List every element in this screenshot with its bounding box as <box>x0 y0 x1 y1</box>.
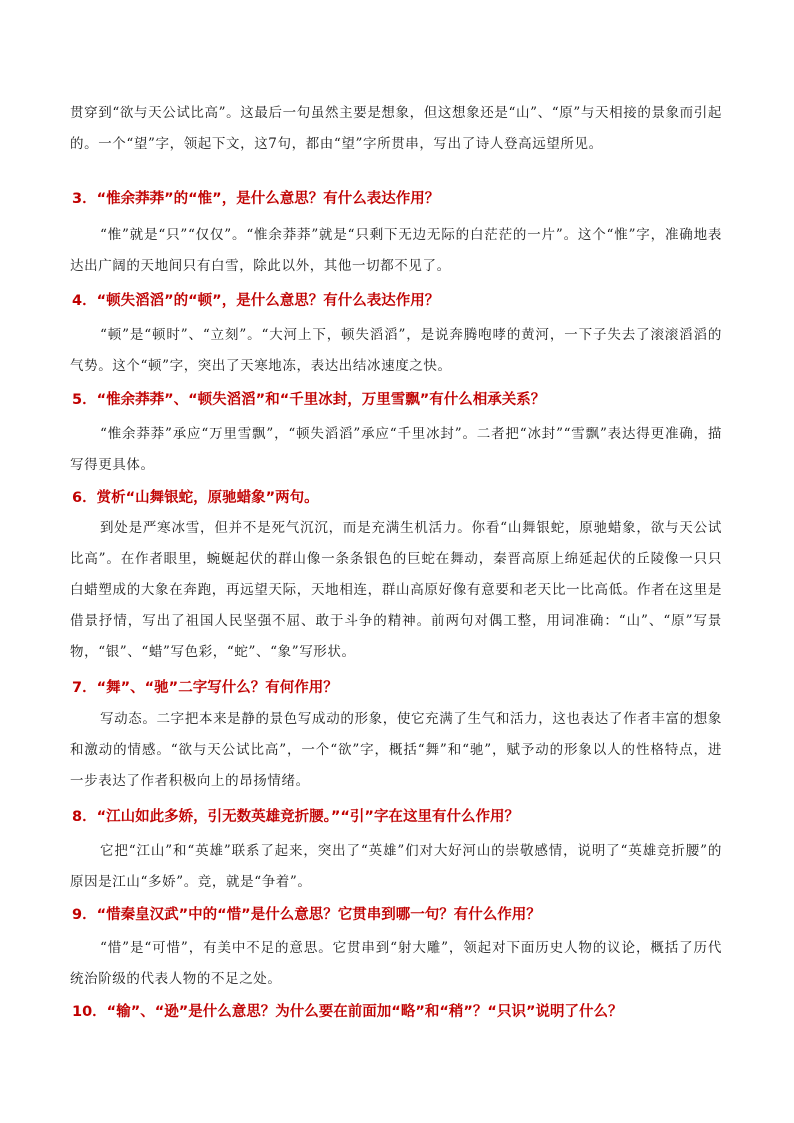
question-7: 7．“舞”、“驰”二字写什么？有何作用？ <box>72 680 338 696</box>
question-5: 5．“惟余莽莽”、“顿失滔滔”和“千里冰封，万里雪飘”有什么相承关系？ <box>72 392 546 408</box>
question-6: 6．赏析“山舞银蛇，原驰蜡象”两句。 <box>72 490 319 506</box>
answer-9: “惜”是“可惜”，有美中不足的意思。它贯串到“射大雕”，领起对下面历史人物的议论，概括了历代统治阶级的代表人物的不足之处。 <box>70 940 722 987</box>
question-10: 10．“输”、“逊”是什么意思？为什么要在前面加“略”和“稍”？“只识”说明了什么？ <box>72 1004 623 1020</box>
question-9: 9．“惜秦皇汉武”中的“惜”是什么意思？它贯串到哪一句？有什么作用？ <box>72 907 541 923</box>
paragraph-continuation: 贯穿到“欲与天公试比高”。这最后一句虽然主要是想象，但这想象还是“山”、“原”与天相接的景象而引起的。一个“望”字，领起下文，这7句，都由“望”字所贯串，写出了诗人登高远望所见。 <box>70 105 722 152</box>
answer-3: “惟”就是“只”“仅仅”。“惟余莽莽”就是“只剩下无边无际的白茫茫的一片”。这个“惟”字，准确地表达出广阔的天地间只有白雪，除此以外，其他一切都不见了。 <box>70 227 722 274</box>
answer-6: 到处是严寒冰雪，但并不是死气沉沉，而是充满生机活力。你看“山舞银蛇，原驰蜡象，欲与天公试比高”。在作者眼里，蜿蜒起伏的群山像一条条银色的巨蛇在舞动，秦晋高原上绵延起伏的丘陵像一只只白蜡塑成的大象在奔跑，再远望天际，天地相连，群山高原好像有意要和老天比一比高低。作者在这里是借景抒情，写出了祖国人民坚强不屈、敢于斗争的精神。前两句对偶工整，用词准确：“山”、“原”写景物，“银”、“蜡”写色彩，“蛇”、“象”写形状。 <box>70 520 722 660</box>
question-8: 8．“江山如此多娇，引无数英雄竞折腰。”“引”字在这里有什么作用？ <box>72 809 519 825</box>
answer-7: 写动态。二字把本来是静的景色写成动的形象，使它充满了生气和活力，这也表达了作者丰富的想象和激动的情感。“欲与天公试比高”，一个“欲”字，概括“舞”和“驰”，赋予动的形象以人的性格特点，进一步表达了作者积极向上的昂扬情绪。 <box>70 711 722 789</box>
question-3: 3．“惟余莽莽”的“惟”，是什么意思？有什么表达作用？ <box>72 191 440 207</box>
answer-5: “惟余莽莽”承应“万里雪飘”，“顿失滔滔”承应“千里冰封”。二者把“冰封”“雪飘”表达得更准确，描写得更具体。 <box>70 426 722 473</box>
answer-4: “顿”是“顿时”、“立刻”。“大河上下，顿失滔滔”，是说奔腾咆哮的黄河，一下子失去了滚滚滔滔的气势。这个“顿”字，突出了天寒地冻，表达出结冰速度之快。 <box>70 327 722 374</box>
answer-8: 它把“江山”和“英雄”联系了起来，突出了“英雄”们对大好河山的崇敬感情，说明了“英雄竞折腰”的原因是江山“多娇”。竞，就是“争着”。 <box>70 843 722 890</box>
question-4: 4．“顿失滔滔”的“顿”，是什么意思？有什么表达作用？ <box>72 293 440 309</box>
